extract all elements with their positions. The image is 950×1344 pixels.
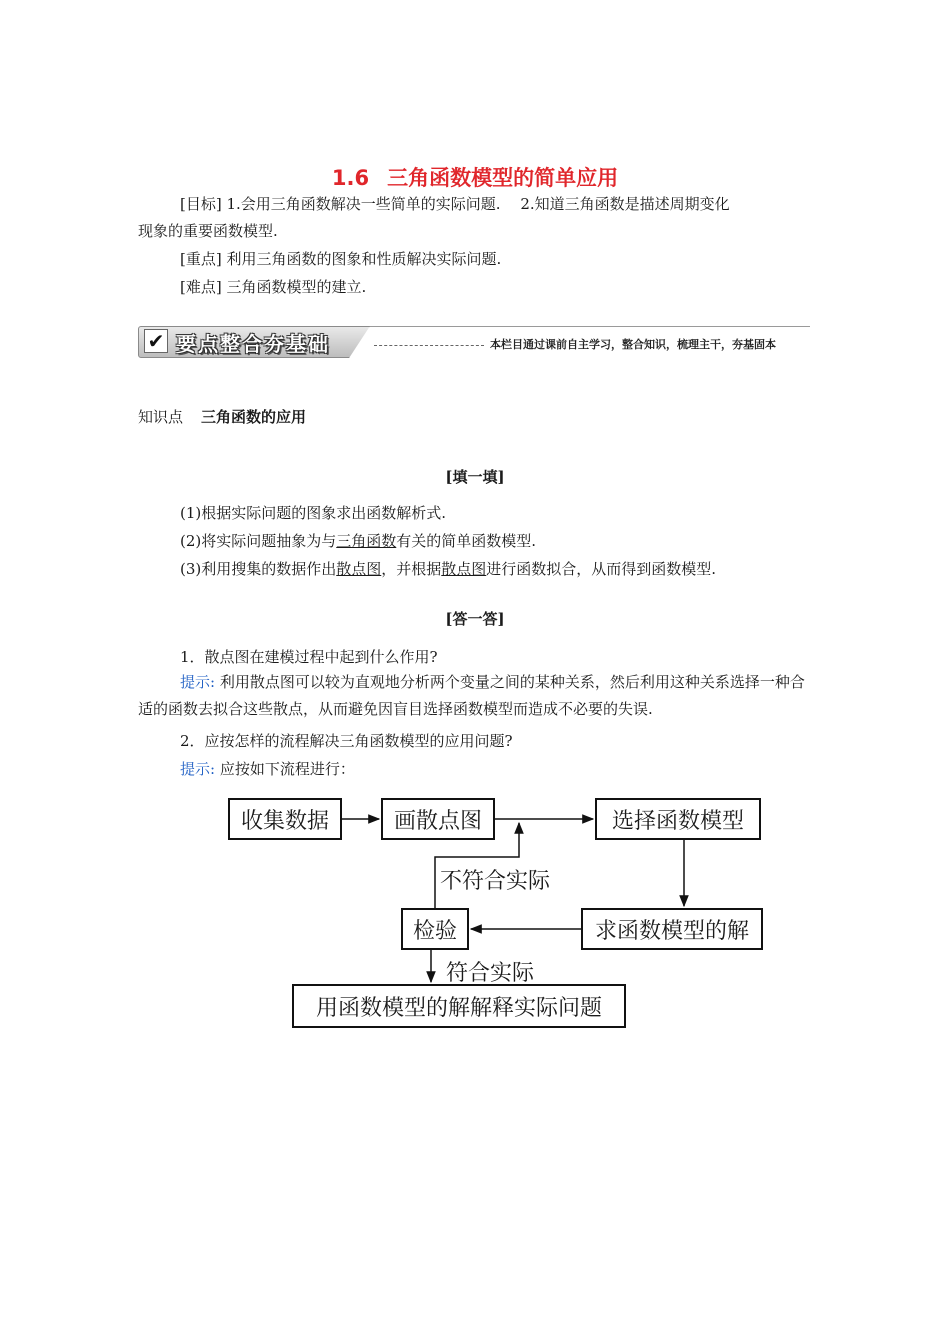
label-fit: 符合实际 xyxy=(446,961,535,986)
answer-heading: [答一答] xyxy=(445,610,505,628)
knowledge-point-heading xyxy=(138,406,306,427)
node-collect-data: 收集数据 xyxy=(228,798,342,840)
fill-blank-scatter-2: 散点图 xyxy=(441,560,487,578)
fill-item-1: (1)根据实际问题的图象求出函数解析式. xyxy=(180,504,447,522)
check-icon: ✔ xyxy=(144,329,168,353)
node-solve-model: 求函数模型的解 xyxy=(581,908,763,950)
node-explain: 用函数模型的解解释实际问题 xyxy=(292,984,626,1028)
section-banner xyxy=(138,326,810,358)
node-check: 检验 xyxy=(401,908,469,950)
fill-heading: [填一填] xyxy=(445,468,505,486)
question-2: 2．应按怎样的流程解决三角函数模型的应用问题? xyxy=(180,732,513,750)
fill-blank-trig: 三角函数 xyxy=(336,532,397,550)
objective-difficulty: [难点] 三角函数模型的建立. xyxy=(180,278,367,296)
fill-item-3-mid: ，并根据 xyxy=(381,560,442,578)
banner-dashed-line xyxy=(374,345,484,346)
answer-2-text: 应按如下流程进行： xyxy=(215,760,355,778)
fill-item-2-prefix: (2)将实际问题抽象为与 xyxy=(180,532,337,550)
node-choose-model: 选择函数模型 xyxy=(595,798,761,840)
label-not-fit: 不符合实际 xyxy=(440,869,551,894)
fill-item-3-prefix: (3)利用搜集的数据作出 xyxy=(180,560,337,578)
banner-title: 要点整合夯基础 xyxy=(176,332,330,356)
objective-key-point: [重点] 利用三角函数的图象和性质解决实际问题. xyxy=(180,250,502,268)
fill-item-3-suffix: 进行函数拟合，从而得到函数模型. xyxy=(486,560,717,578)
knowledge-point-label: 知识点 xyxy=(138,408,184,426)
banner-note: 本栏目通过课前自主学习，整合知识，梳理主干，夯基固本 xyxy=(490,338,776,351)
answer-1 xyxy=(138,669,813,723)
section-title: 三角函数模型的简单应用 xyxy=(387,166,619,190)
answer-1-text: 利用散点图可以较为直观地分析两个变量之间的某种关系，然后利用这种关系选择一种合适的函数去拟合这些散点，从而避免因盲目选择函数模型而造成不必要的失误. xyxy=(138,673,805,718)
answer-2 xyxy=(180,758,355,779)
question-1: 1．散点图在建模过程中起到什么作用? xyxy=(180,648,438,666)
objective-goal-line2: 现象的重要函数模型. xyxy=(138,222,278,240)
fill-blank-scatter-1: 散点图 xyxy=(336,560,382,578)
page-title xyxy=(0,162,950,192)
banner-rule xyxy=(364,326,810,327)
fill-item-2-suffix: 有关的简单函数模型. xyxy=(396,532,537,550)
knowledge-point-title: 三角函数的应用 xyxy=(201,408,307,426)
fill-item-3 xyxy=(180,558,716,579)
fill-item-2 xyxy=(180,530,536,551)
section-number: 1.6 xyxy=(331,166,370,190)
objective-goal-line1: [目标] 1.会用三角函数解决一些简单的实际问题. 2.知道三角函数是描述周期变化 xyxy=(180,195,730,213)
hint-label-2: 提示: xyxy=(180,760,216,778)
hint-label-1: 提示: xyxy=(180,673,216,691)
node-draw-scatter: 画散点图 xyxy=(381,798,495,840)
